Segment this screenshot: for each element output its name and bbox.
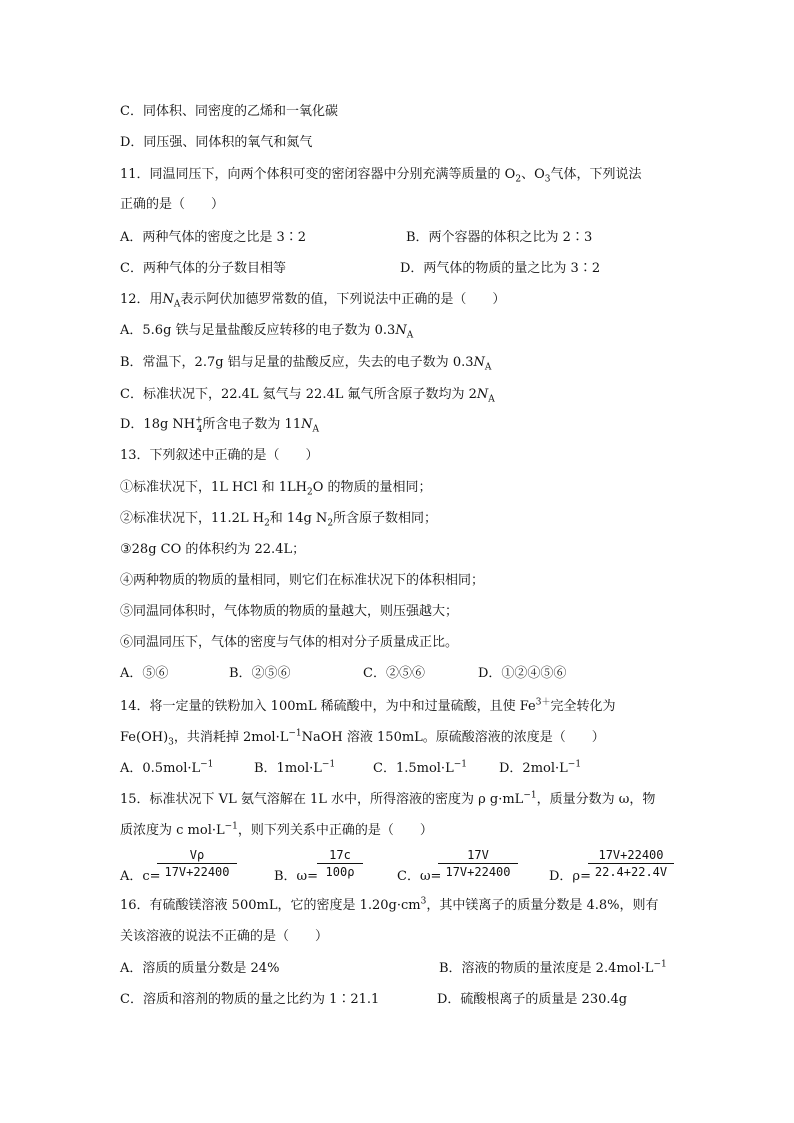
q15-option-a-fraction: [157, 848, 237, 879]
q11-option-d: D．两气体的物质的量之比为 3∶2: [400, 261, 601, 276]
q11-stem-line2: 正确的是（ ）: [120, 197, 225, 212]
q10-option-d: D．同压强、同体积的氧气和氮气: [120, 135, 313, 150]
q15-c-numerator: 17V: [438, 848, 518, 864]
q15-a-denominator: 17V+22400: [164, 865, 230, 879]
q13-statement-1: ①标准状况下，1L HCl 和 $1LH_2O$ 的物质的量相同；: [120, 480, 432, 498]
q13-statement-3: ③28g CO 的体积约为 22.4L；: [120, 542, 306, 557]
q13-option-d: D．①②④⑤⑥: [478, 666, 567, 681]
q16-stem-line1: 16．有硫酸镁溶液 500mL，它的密度是 $1.20g\cdot cm^3$，其中镁离子的质量分数是 4.8%，则有: [120, 896, 659, 913]
q15-stem-line2: 质浓度为 c $mol\cdot L^{-1}$，则下列关系中正确的是（ ）: [120, 821, 433, 838]
q13-option-c: C．②⑤⑥: [363, 666, 425, 681]
q13-stem: 13．下列叙述中正确的是（ ）: [120, 448, 319, 463]
q15-option-d-fraction: [588, 848, 674, 879]
q13-statement-4: ④两种物质的物质的量相同，则它们在标准状况下的体积相同；: [120, 573, 485, 588]
q15-option-c-label: C．ω=: [397, 869, 442, 884]
q15-a-numerator: Vρ: [157, 848, 237, 864]
q11-option-a: A．两种气体的密度之比是 3∶2: [120, 230, 307, 245]
q13-statement-5: ⑤同温同体积时，气体物质的物质的量越大，则压强越大；: [120, 604, 459, 619]
q15-option-b-label: B．ω=: [274, 869, 319, 884]
q14-stem-line2: $Fe(OH)_3$，共消耗掉 $2mol\cdot L^{-1}NaOH$ 溶液 150mL。原硫酸溶液的浓度是（ ）: [120, 728, 605, 748]
q16-option-c: C．溶质和溶剂的物质的量之比约为 1∶21.1: [120, 992, 380, 1007]
q12-option-c: C．标准状况下，22.4L 氦气与 22.4L 氟气所含原子数均为 $2N_A$: [120, 387, 495, 405]
q16-option-d: D．硫酸根离子的质量是 230.4g: [437, 992, 628, 1007]
q15-option-a-label: A．c=: [120, 869, 161, 884]
q12-option-d: D．18g $NH^+_4$所含电子数为 $11N_A$: [120, 415, 319, 435]
q14-option-c: C．$1.5mol\cdot L^{-1}$: [373, 759, 467, 776]
q16-option-b: B．溶液的物质的量浓度是 $2.4mol\cdot L^{-1}$: [439, 959, 667, 976]
q15-b-numerator: 17c: [317, 848, 363, 864]
q11-option-b: B．两个容器的体积之比为 2∶3: [406, 230, 593, 245]
q13-option-a: A．⑤⑥: [120, 666, 169, 681]
q13-option-b: B．②⑤⑥: [229, 666, 291, 681]
q16-stem-line2: 关该溶液的说法不正确的是（ ）: [120, 929, 329, 944]
q12-option-a: A．5.6g 铁与足量盐酸反应转移的电子数为 $0.3N_A$: [120, 323, 414, 341]
q14-stem-line1: 14．将一定量的铁粉加入 100mL 稀硫酸中，为中和过量硫酸，且使 $Fe^{3+}$完全转化为: [120, 697, 616, 714]
q13-statement-2: ②标准状况下，11.2L $H_2$和 14g $N_2$所含原子数相同；: [120, 511, 438, 529]
q12-option-b: B．常温下，2.7g 铝与足量的盐酸反应，失去的电子数为 $0.3N_A$: [120, 355, 492, 373]
q15-stem-line1: 15．标准状况下 VL 氨气溶解在 1L 水中，所得溶液的密度为 ρ $g\cdot mL^{-1}$，质量分数为 ω，物: [120, 790, 656, 807]
q15-d-numerator: 17V+22400: [588, 848, 674, 864]
q15-option-d-label: D．ρ=: [549, 869, 591, 884]
q14-option-d: D．$2mol\cdot L^{-1}$: [499, 759, 582, 776]
q10-option-c: C．同体积、同密度的乙烯和一氧化碳: [120, 104, 338, 119]
q12-stem: 12．用$N_A$表示阿伏加德罗常数的值，下列说法中正确的是（ ）: [120, 292, 506, 310]
q15-d-denominator: 22.4+22.4V: [594, 865, 668, 879]
q14-option-a: A．$0.5mol\cdot L^{-1}$: [120, 759, 214, 776]
q15-b-denominator: 100ρ: [325, 865, 355, 879]
q11-option-c: C．两种气体的分子数目相等: [120, 261, 286, 276]
q15-option-c-fraction: [438, 848, 518, 879]
q13-statement-6: ⑥同温同压下，气体的密度与气体的相对分子质量成正比。: [120, 635, 459, 650]
q14-option-b: B．$1mol\cdot L^{-1}$: [254, 759, 336, 776]
q15-c-denominator: 17V+22400: [445, 865, 511, 879]
q11-stem-line1: 11．同温同压下，向两个体积可变的密闭容器中分别充满等质量的 $O_2$、$O_3$气体，下列说法: [120, 167, 642, 185]
q16-option-a: A．溶质的质量分数是 24%: [120, 961, 280, 976]
q15-option-b-fraction: [317, 848, 363, 879]
